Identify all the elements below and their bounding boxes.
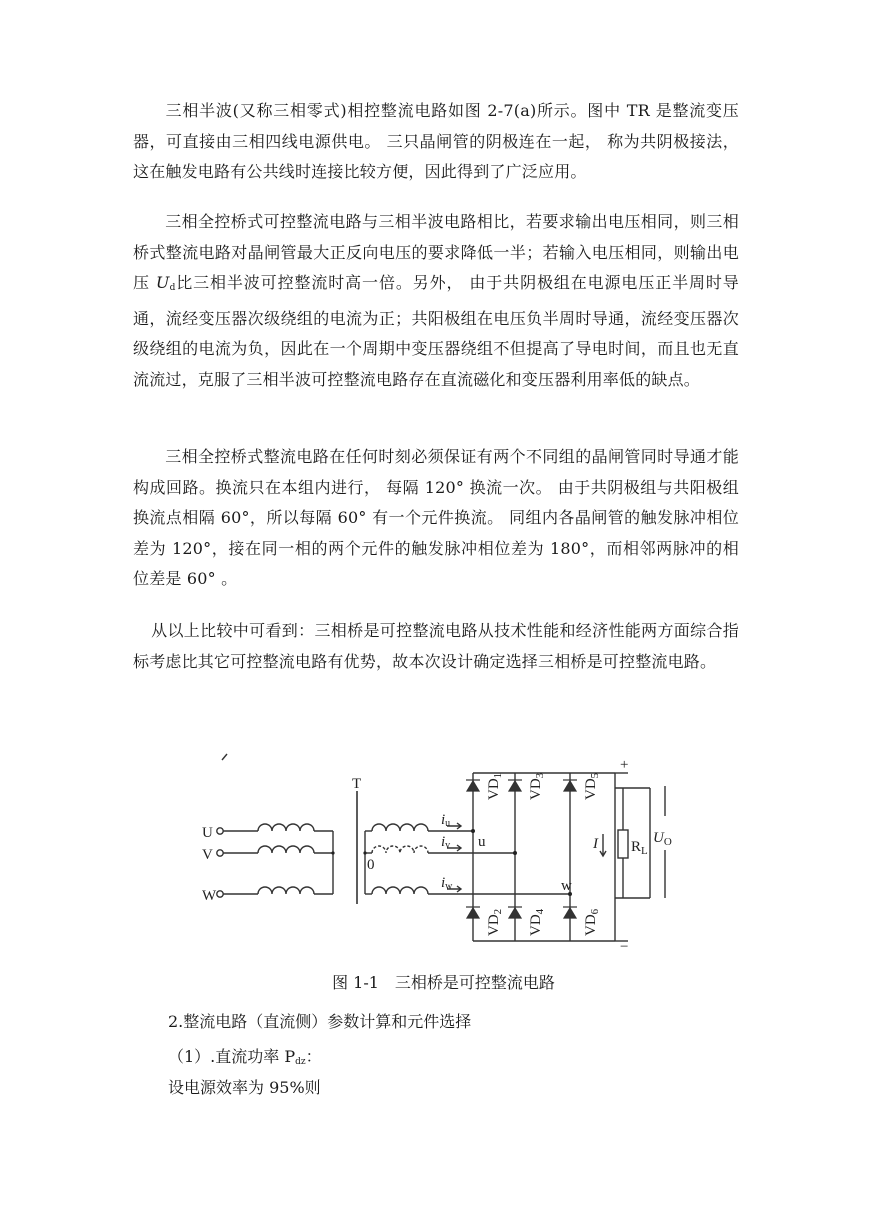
voltage-symbol: U — [155, 273, 170, 292]
paragraph-text: 比三相半波可控整流时高一倍。另外， 由于共阴极组在电源电压正半周时导通，流经变压器次级绕组的电流为正；共阳极组在电压负半周时导通，流经变压器次级绕组的电流为负，因此在一个周期中变压器绕组不但提高了导电时间，而且也无直流流过，克服了三相半波可控整流电路存在直流磁化和变压器利用率低的缺点。 — [133, 273, 739, 389]
diode-vd1 — [467, 781, 479, 791]
neutral-label: 0 — [367, 857, 375, 873]
current-label-iu: iu — [441, 812, 451, 829]
phase-label-u: U — [202, 825, 213, 841]
secondary-coil-u — [372, 824, 428, 831]
circuit-diagram — [195, 748, 685, 958]
primary-coil-v — [258, 846, 314, 853]
figure-caption: 图 1-1 三相桥是可控整流电路 — [332, 973, 555, 992]
phase-label-w: W — [202, 888, 217, 904]
terminal-v — [217, 850, 223, 856]
efficiency-line: 设电源效率为 95%则 — [168, 1078, 321, 1097]
load-label: $R_L$ — [631, 839, 648, 857]
paragraph-text: 三相全控桥式整流电路在任何时刻必须保证有两个不同组的晶闸管同时导通才能构成回路。换流只在本组内进行， 每隔 120° 换流一次。 由于共阴极组与共阳极组换流点相隔 60°，所以每隔 60° 有一个元件换流。 同组内各晶闸管的触发脉冲相位差为 120°，接在同一相的两个元件的触发脉冲相位差为 180°，而相邻两脉冲的相位差是 60° 。 — [133, 447, 739, 588]
phase-label-v: V — [202, 847, 213, 863]
diode-label-vd4: $VD_4$ — [528, 908, 546, 936]
diode-vd4 — [509, 908, 521, 918]
diode-vd5 — [564, 781, 576, 791]
diode-vd3 — [509, 781, 521, 791]
diode-vd2 — [467, 908, 479, 918]
transformer-label: T — [352, 776, 362, 792]
diode-label-vd3: $VD_3$ — [528, 772, 546, 800]
paragraph-full-bridge-comparison — [133, 207, 739, 395]
paragraph-commutation — [133, 442, 739, 595]
paragraph-text: 从以上比较中可看到：三相桥是可控整流电路从技术性能和经济性能两方面综合指标考虑比其它可控整流电路有优势，故本次设计确定选择三相桥是可控整流电路。 — [133, 621, 739, 671]
diode-label-vd6: $VD_6$ — [583, 908, 601, 936]
primary-coil-u — [258, 824, 314, 831]
output-voltage-label: $U_O$ — [653, 830, 672, 848]
terminal-w — [217, 891, 223, 897]
terminal-u — [217, 828, 223, 834]
diode-label-vd2: $VD_2$ — [486, 908, 504, 936]
paragraph-three-phase-half-wave — [133, 96, 739, 188]
current-label-iw: iw — [441, 875, 453, 892]
minus-sign: − — [620, 939, 629, 955]
paragraph-conclusion — [133, 616, 739, 677]
load-current-label: I — [593, 836, 598, 852]
node-label-w: w — [561, 878, 572, 894]
paragraph-text: 三相半波(又称三相零式)相控整流电路如图 2-7(a)所示。图中 TR 是整流变压器，可直接由三相四线电源供电。 三只晶闸管的阴极连在一起， 称为共阴极接法， 这在触发电路有公共线时连接比较方便，因此得到了广泛应用。 — [133, 101, 739, 181]
load-resistor — [618, 830, 628, 858]
secondary-coil-v — [372, 846, 428, 853]
voltage-subscript: d — [169, 283, 176, 293]
subsection-heading: （1）.直流功率 $P_{dz}$： — [168, 1047, 322, 1067]
primary-coil-w — [258, 887, 314, 894]
diode-vd6 — [564, 908, 576, 918]
secondary-coil-w — [372, 887, 428, 894]
paragraph-text: 三相全控桥式可控整流电路与三相半波电路相比，若要求输出电压相同，则三相桥式整流电路对晶闸管最大正反向电压的要求降低一半；若输入电压相同，则输出电压 — [133, 212, 739, 292]
current-label-iv: iv — [441, 834, 451, 851]
diode-label-vd5: $VD_5$ — [583, 772, 601, 800]
plus-sign: + — [620, 757, 629, 773]
section-heading: 2.整流电路（直流侧）参数计算和元件选择 — [168, 1012, 472, 1031]
node-label-u: u — [478, 834, 486, 850]
diode-label-vd1: $VD_1$ — [486, 772, 504, 800]
